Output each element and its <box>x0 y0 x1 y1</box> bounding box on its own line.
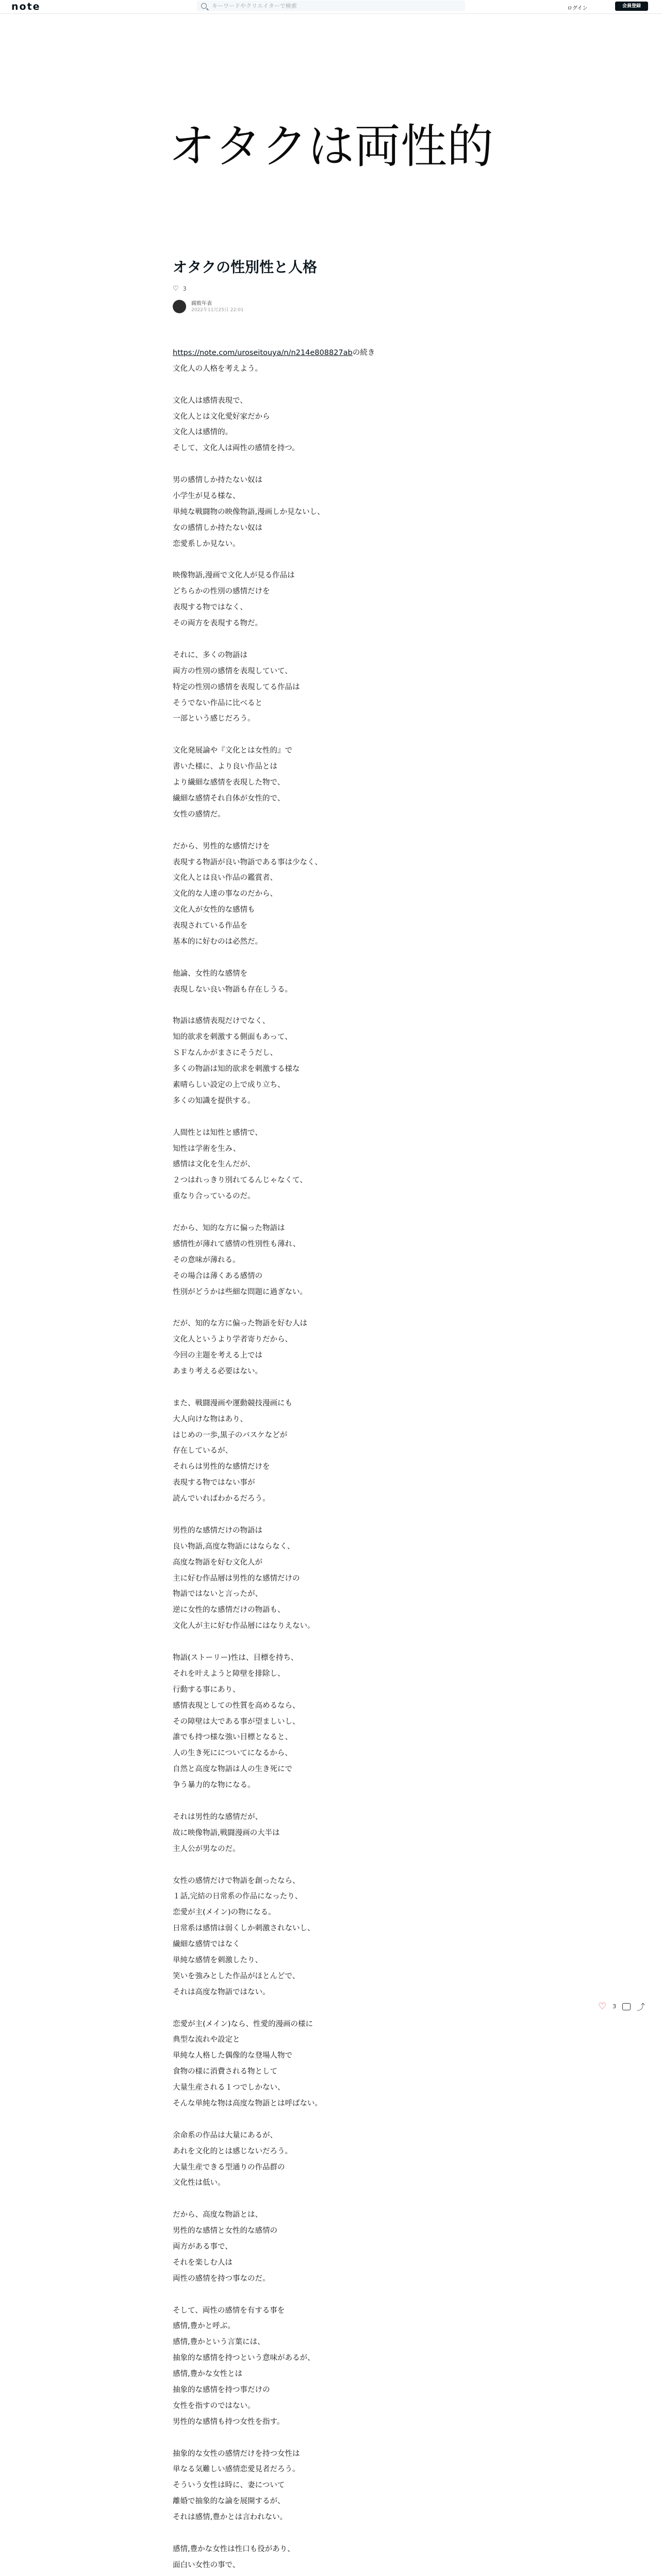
body-line: 多くの物語は知的欲求を刺激する様な <box>173 1065 300 1074</box>
body-line <box>173 632 489 648</box>
body-line: 感情,豊かな女性は性口も役があり、 <box>173 2545 295 2553</box>
body-line: 感情,豊かと呼ぶ。 <box>173 2322 235 2331</box>
body-line: 重なり合っているのだ。 <box>173 1192 255 1201</box>
heart-icon[interactable]: ♡ <box>598 2001 607 2012</box>
body-line: 両方がある事で、 <box>173 2242 233 2251</box>
body-line: 文化人は感情的。 <box>173 428 233 437</box>
body-line: 表現する物語が良い物語である事は少なく、 <box>173 858 322 867</box>
publish-date: 2022年11月25日 22:01 <box>191 307 244 313</box>
body-line <box>173 998 489 1014</box>
link-line <box>173 345 489 361</box>
body-line: 笑いを強みとした作品がほとんどで、 <box>173 1972 300 1980</box>
body-line: 誰でも持つ様な強い目標となると、 <box>173 1733 292 1742</box>
body-line <box>173 1793 489 1809</box>
body-line: 離婚で抽象的な論を展開するが、 <box>173 2497 285 2506</box>
body-line: 単純な感情を刺激したり、 <box>173 1956 262 1964</box>
body-line: ＳＦなんかがまさにそうだし、 <box>173 1049 277 1058</box>
body-line <box>173 2191 489 2207</box>
body-line: ２つはれっきり別れてるんじゃなくて、 <box>173 1176 307 1185</box>
body-line: その障壁は大である事が望ましいし、 <box>173 1717 300 1726</box>
body-line: 恋愛が主(メイン)なら、性愛的漫画の様に <box>173 2020 313 2028</box>
body-line: 文化人とは良い作品の鑑賞者、 <box>173 874 277 883</box>
body-line: 男性的な感情だけの物語は <box>173 1526 262 1535</box>
body-line: 今回の主題を考える上では <box>173 1351 262 1360</box>
body-line: 単純な人格した偶像的な登場人物で <box>173 2052 292 2060</box>
author-info <box>173 300 489 313</box>
body-line: 高度な物語を好む文化人が <box>173 1558 262 1567</box>
body-line: それは男性的な感情だが、 <box>173 1812 262 1821</box>
body-line: 一部という感じだろう。 <box>173 715 255 723</box>
body-line: 読んでいればわかるだろう。 <box>173 1495 270 1503</box>
body-line <box>173 2526 489 2541</box>
body-line: 余命系の作品は大量にあるが、 <box>173 2131 277 2140</box>
body-line: 大量生産される１つでしかない、 <box>173 2083 285 2092</box>
body-line: 抽象的な感情を持つという意味があるが、 <box>173 2354 315 2363</box>
body-line: 女の感情しか持たない奴は <box>173 523 262 532</box>
body-line: 抽象的な女性の感情だけを持つ女性は <box>173 2449 300 2458</box>
body-line: 存在しているが、 <box>173 1447 233 1455</box>
body-line <box>173 2287 489 2303</box>
body-line: 他論、女性的な感情を <box>173 969 247 978</box>
body-line: 文化人が女性的な感情も <box>173 906 255 914</box>
body-line: 逆に女性的な感情だけの物語も、 <box>173 1606 285 1615</box>
body-line: 性別がどうかは些細な問題に過ぎない。 <box>173 1287 307 1296</box>
author-name[interactable]: 腐敗年表 <box>191 300 212 307</box>
eyecatch-title: オタクは両性的 <box>169 120 493 174</box>
body-line: 素晴らしい設定の上で成り立ち、 <box>173 1080 285 1089</box>
body-line: 男性的な感情と女性的な感情の <box>173 2227 277 2235</box>
body-line: 感情,豊かという言葉には、 <box>173 2338 265 2347</box>
previous-article-link[interactable]: https://note.com/uroseitouya/n/n214e808827ab <box>173 349 353 357</box>
body-line: 表現されている作品を <box>173 922 247 930</box>
body-line: 物語ではないと言ったが、 <box>173 1590 262 1599</box>
body-line: 文化人は感情表現で、 <box>173 396 247 405</box>
body-line: 繊細な感情それ自体が女性的で、 <box>173 794 285 803</box>
body-line: 繊細な感情ではなく <box>173 1940 240 1949</box>
avatar[interactable] <box>173 300 186 313</box>
body-line: 人の生き死にについてになるから、 <box>173 1749 292 1758</box>
body-line: 多くの知識を提供する。 <box>173 1096 255 1105</box>
body-line: 単純な戦闘物の映像物語,漫画しか見ないし、 <box>173 507 325 516</box>
body-line: 感情性が薄れて感情の性別性も薄れ、 <box>173 1240 301 1248</box>
body-line: 感情表現としての性質を高めるなら、 <box>173 1701 300 1710</box>
body-line: 文化人の人格を考えよう。 <box>173 364 262 373</box>
body-line: それに、多くの物語は <box>173 651 247 659</box>
body-line <box>173 823 489 839</box>
body-line: 主に好む作品層は男性的な感情だけの <box>173 1574 300 1583</box>
body-line: また、戦闘漫画や運動競技漫画にも <box>173 1399 292 1408</box>
body-line: それらは男性的な感情だけを <box>173 1463 270 1471</box>
body-line: 物語は感情表現だけでなく、 <box>173 1017 270 1026</box>
body-line: そうでない作品に比べると <box>173 699 262 707</box>
body-line: 物語(ストーリー)性は、目標を持ち、 <box>173 1654 299 1663</box>
body-line <box>173 2112 489 2128</box>
body-line: 男性的な感情も持つ女性を指す。 <box>173 2417 285 2426</box>
body-line: はじめの一歩,黒子のバスケなどが <box>173 1431 288 1439</box>
body-line: 感情,豊かな女性とは <box>173 2370 243 2379</box>
body-line: それを楽しむ人は <box>173 2258 233 2267</box>
body-line: 行動する事にあり、 <box>173 1685 240 1694</box>
body-line: 食物の様に消費される物として <box>173 2067 277 2076</box>
body-line: 表現する物ではなく、 <box>173 603 247 612</box>
body-line: それを叶えようと障壁を排除し、 <box>173 1669 285 1678</box>
body-line: あれを文化的とは感じないだろう。 <box>173 2147 292 2156</box>
share-icon[interactable]: ⤴ <box>637 2002 646 2012</box>
body-line <box>173 552 489 568</box>
body-line: どちらかの性別の感情だけを <box>173 587 270 596</box>
eyecatch-image <box>142 36 520 258</box>
body-line: 抽象的な感情を持つ事だけの <box>173 2386 270 2394</box>
body-line: そういう女性は時に、妻について <box>173 2481 285 2490</box>
login-link[interactable]: ログイン <box>567 6 588 11</box>
side-actions <box>598 2001 645 2012</box>
body-line: 面白い女性の事で、 <box>173 2561 240 2569</box>
body-line: 自然と高度な物語は人の生き死にで <box>173 1765 292 1774</box>
body-line: だから、高度な物語とは、 <box>173 2211 262 2219</box>
body-line <box>173 1634 489 1650</box>
body-line: そして、文化人は両性の感情を持つ。 <box>173 444 300 453</box>
body-line: 書いた様に、より良い作品とは <box>173 762 277 771</box>
article <box>173 258 489 2576</box>
body-line: だから、知的な方に偏った物語は <box>173 1224 285 1232</box>
body-line: 文化人とは文化愛好家だから <box>173 412 270 421</box>
body-line <box>173 2001 489 2016</box>
body-line: だが、知的な方に偏った物語を好む人は <box>173 1319 307 1328</box>
body-line: 特定の性別の感情を表現してる作品は <box>173 683 300 691</box>
body-line <box>173 1507 489 1523</box>
body-line: より繊細な感情を表現した物で、 <box>173 778 285 787</box>
body-line: それは感情,豊かとは言われない。 <box>173 2513 288 2522</box>
body-line: 文化発展論や『文化とは女性的』で <box>173 747 292 755</box>
body-line: 女性の感情だ。 <box>173 810 225 819</box>
body-line <box>173 1380 489 1396</box>
body-line: 単なる気難しい感情恋愛見者だろう。 <box>173 2465 300 2474</box>
body-line: その意味が薄れる。 <box>173 1256 240 1264</box>
body-line: 故に映像物語,戦闘漫画の大半は <box>173 1828 280 1837</box>
search-input[interactable] <box>211 2 465 10</box>
like-count: 3 <box>183 285 187 292</box>
body-line: 女性の感情だけで物語を創ったなら、 <box>173 1876 300 1885</box>
body-line <box>173 2430 489 2446</box>
body-line: 典型な流れや設定と <box>173 2036 240 2044</box>
body-line: そして、両性の感情を有する事を <box>173 2306 285 2315</box>
article-body <box>173 345 489 2576</box>
search-bar[interactable] <box>197 1 465 11</box>
body-line: 文化人というより学者寄りだから、 <box>173 1335 292 1344</box>
body-line: 表現しない良い物語も存在しうる。 <box>173 985 292 994</box>
body-line: その両方を表現する物だ。 <box>173 619 262 628</box>
body-line <box>173 1109 489 1125</box>
body-line: 日常系は感情は弱くしか刺激されないし、 <box>173 1924 315 1933</box>
body-line: それは高度な物語ではない。 <box>173 1988 270 1996</box>
body-line: 感情は文化を生んだが、 <box>173 1160 255 1169</box>
body-line: 小学生が見る様な、 <box>173 492 240 501</box>
body-line: 文化的な人達の事なのだから、 <box>173 890 277 899</box>
body-line <box>173 950 489 966</box>
link-suffix: の続き <box>352 349 375 357</box>
body-line: 男の感情しか持たない奴は <box>173 476 262 485</box>
body-line: 文化性は低い。 <box>173 2179 225 2188</box>
body-line: 両性の感情を持つ事なのだ。 <box>173 2274 270 2283</box>
body-line: １話,完結の日常系の作品になったり、 <box>173 1892 303 1901</box>
body-line: 大量生産できる型通りの作品群の <box>173 2163 285 2172</box>
body-line: 映像物語,漫画で文化人が見る作品は <box>173 571 295 580</box>
body-line <box>173 1205 489 1221</box>
body-line: 恋愛が主(メイン)の物になる。 <box>173 1908 276 1917</box>
body-line: そんな単純な物は高度な物語とは呼ばない。 <box>173 2099 322 2108</box>
article-title: オタクの性別性と人格 <box>173 259 318 276</box>
body-line: 両方の性別の感情を表現していて、 <box>173 667 292 675</box>
body-line <box>173 377 489 393</box>
site-header <box>0 0 662 14</box>
body-line: 人間性とは知性と感情で、 <box>173 1128 262 1137</box>
body-line <box>173 1857 489 1873</box>
body-line: 基本的に好むのは必然だ。 <box>173 937 262 946</box>
body-line: 主人公が男なのだ。 <box>173 1844 240 1853</box>
body-line: 文化人が主に好む作品層にはなりえない。 <box>173 1622 315 1631</box>
body-line: 知性は学術を生み、 <box>173 1144 241 1153</box>
body-line: あまり考える必要はない。 <box>173 1367 262 1376</box>
body-line <box>173 1300 489 1316</box>
like-area-top <box>173 284 489 293</box>
body-line <box>173 456 489 472</box>
body-line: 表現する物ではない事が <box>173 1479 255 1487</box>
comment-icon[interactable] <box>622 2003 631 2010</box>
heart-icon[interactable]: ♡ <box>173 284 179 293</box>
body-line: 大人向けな物はあり、 <box>173 1415 247 1423</box>
body-line: 恋愛系しか見ない。 <box>173 539 240 548</box>
body-line <box>173 727 489 743</box>
like-count: 3 <box>613 2003 617 2010</box>
search-icon <box>201 3 207 9</box>
body-line: 良い物語,高度な物語にはならなく、 <box>173 1542 295 1551</box>
note-logo[interactable]: note <box>11 1 41 12</box>
register-button[interactable]: 会員登録 <box>615 2 648 11</box>
body-line: だから、男性的な感情だけを <box>173 842 270 851</box>
body-line: 知的欲求を刺激する側面もあって、 <box>173 1033 292 1042</box>
body-line: 争う暴力的な物になる。 <box>173 1781 255 1790</box>
body-line: その場合は薄くある感情の <box>173 1272 262 1280</box>
body-line <box>173 2573 489 2576</box>
body-line: 女性を指すのではない。 <box>173 2401 255 2410</box>
